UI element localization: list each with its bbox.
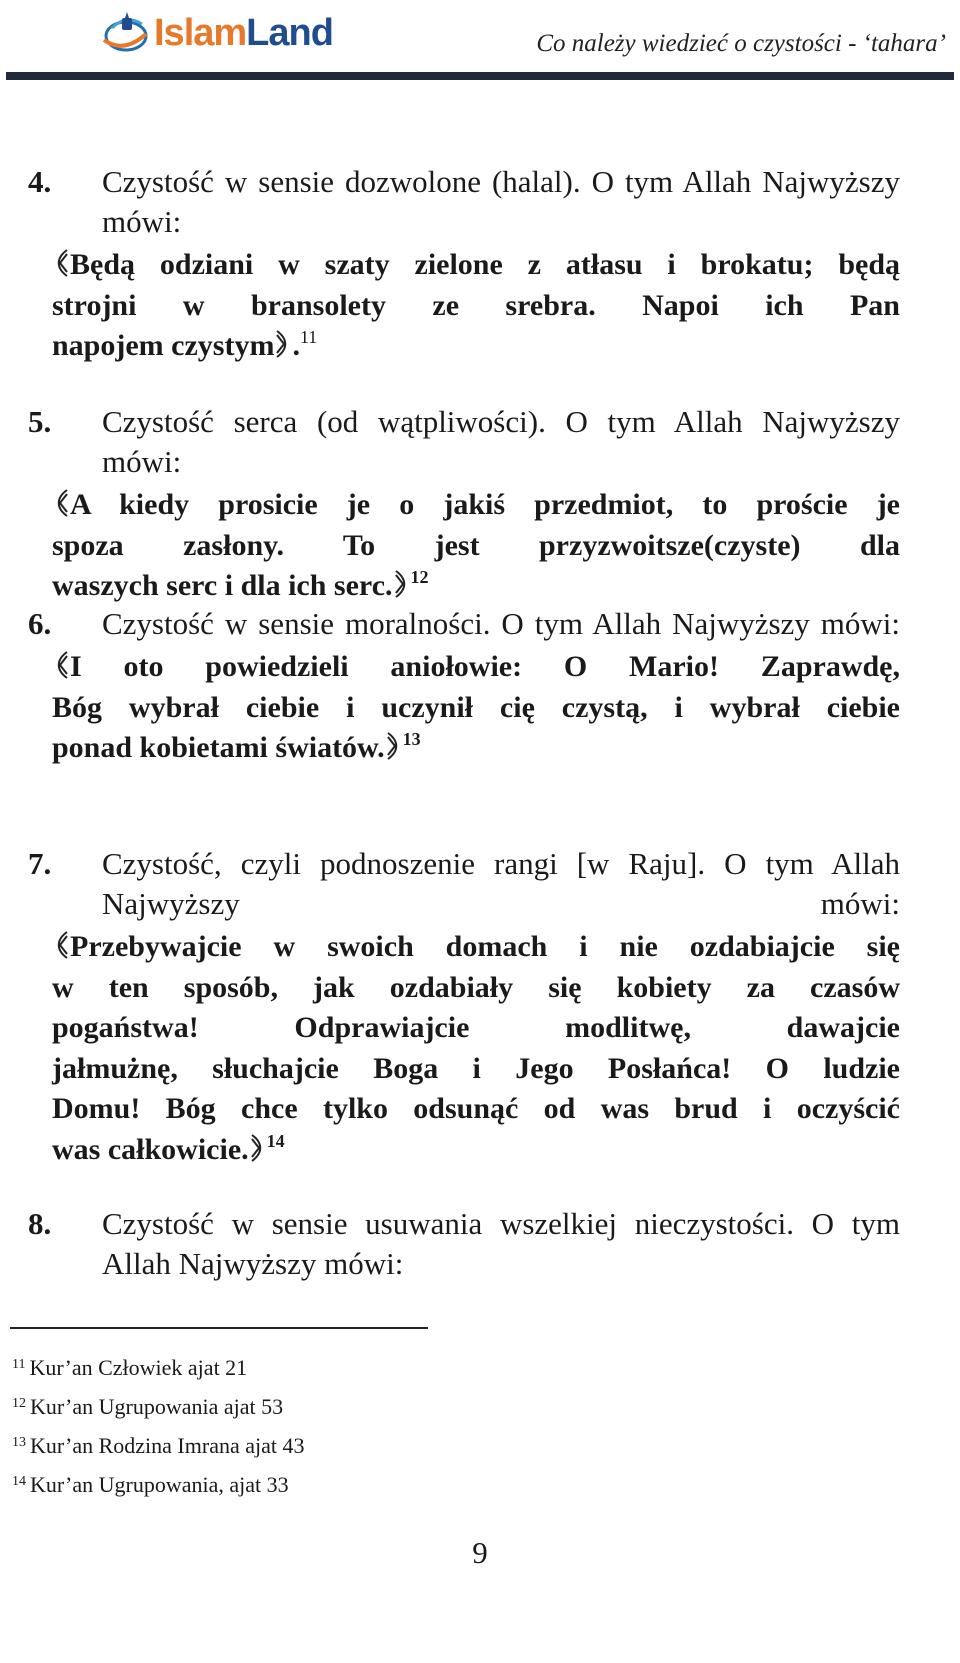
footnote-ref[interactable]: 14 [266,1130,285,1151]
item-lead-text: Czystość w sensie dozwolone (halal). O tym Allah Najwyższy mówi: [102,164,900,239]
page-number: 9 [472,1535,488,1570]
globe-logo-icon [98,10,150,56]
item-number: 7. [28,846,52,881]
page-header [0,0,960,88]
quote-line: ponad kobietami światów. [52,731,385,764]
logo-text-islam: Islam [154,12,247,54]
quote-line: A kiedy prosicie je o jakiś przedmiot, to proście je [70,488,900,521]
quote-line: Domu! Bóg chce tylko odsunąć od was brud i oczyścić [52,1092,900,1125]
footnote-ref[interactable]: 13 [402,729,421,749]
header-divider [6,72,954,80]
quote-line: napojem czystym [52,329,275,362]
footnote-ref[interactable]: 11 [299,327,318,347]
quote-line: jałmużnę, słuchajcie Boga i Jego Posłańca! O ludzie [52,1051,900,1085]
quote-line: I oto powiedzieli aniołowie: O Mario! Zaprawdę, [70,650,900,683]
quote-line: Przebywajcie w swoich domach i nie ozdabiajcie się [70,930,900,963]
item-lead-text: Czystość, czyli podnoszenie rangi [w Raju]. O tym Allah Najwyższy mówi: [102,846,900,921]
ornate-bracket-open-icon [52,650,70,680]
item-lead-text: Czystość w sensie moralności. O tym Allah Najwyższy mówi: [102,606,900,641]
item-number: 6. [28,606,52,641]
footnote-item [12,1386,612,1425]
list-item-5 [28,402,900,607]
footnote-text: Kur’an Rodzina Imrana ajat 43 [30,1433,305,1458]
quote-line: was całkowicie. [52,1132,249,1166]
ornate-bracket-open-icon [52,930,70,960]
footnote-divider [10,1327,428,1329]
quote-line: waszych serc i dla ich serc. [52,569,393,602]
ornate-bracket-close-icon [274,329,292,359]
footnote-text: Kur’an Ugrupowania, ajat 33 [30,1472,289,1497]
footnote-text: Kur’an Ugrupowania ajat 53 [30,1394,284,1419]
footnote-number: 13 [12,1435,26,1450]
list-item-8 [28,1204,900,1284]
list-item-6 [28,604,900,769]
item-lead-text: Czystość serca (od wątpliwości). O tym Allah Najwyższy mówi: [102,404,900,479]
quote-line: Będą odziani w szaty zielone z atłasu i brokatu; będą [70,248,900,281]
quran-quote [52,927,900,1170]
footnotes [12,1347,612,1503]
item-lead-text: Czystość w sensie usuwania wszelkiej nieczystości. O tym Allah Najwyższy mówi: [102,1206,900,1281]
ornate-bracket-close-icon [385,731,403,761]
ornate-bracket-close-icon [393,569,411,599]
quran-quote [52,647,900,769]
list-item-7 [28,844,900,1170]
footnote-item [12,1347,612,1386]
footnote-item [12,1464,612,1503]
footnote-text: Kur’an Człowiek ajat 21 [29,1355,248,1380]
quran-quote [52,485,900,607]
list-item-4 [28,162,900,367]
footnote-number: 14 [12,1474,26,1489]
islamland-logo [98,8,333,58]
running-header-title: Co należy wiedzieć o czystości - ‘tahara’ [536,30,946,57]
quote-line: strojni w bransolety ze srebra. Napoi ich Pan [52,288,900,322]
item-number: 5. [28,404,52,439]
footnote-number: 11 [12,1357,26,1372]
ornate-bracket-open-icon [52,248,70,278]
item-number: 4. [28,164,52,199]
item-number: 8. [28,1206,52,1241]
quran-quote: Będą odziani w szaty zielone z atłasu i brokatu; będą strojni w bransolety ze srebra. Napoi ich Pan napojem czystym .$^{11}$ [52,248,900,362]
quote-line: spoza zasłony. To jest przyzwoitsze(czyste) dla [52,528,900,562]
footnote-number: 12 [12,1396,26,1411]
footnote-ref[interactable]: 12 [410,567,429,587]
quote-line: Bóg wybrał ciebie i uczynił cię czystą, i wybrał ciebie [52,690,900,724]
logo-text-land: Land [246,12,333,54]
ornate-bracket-open-icon [52,488,70,518]
ornate-bracket-close-icon [249,1133,267,1163]
quote-line: pogaństwa! Odprawiajcie modlitwę, dawajcie [52,1011,900,1044]
footnote-item [12,1425,612,1464]
quote-line: w ten sposób, jak ozdabiały się kobiety za czasów [52,970,900,1004]
